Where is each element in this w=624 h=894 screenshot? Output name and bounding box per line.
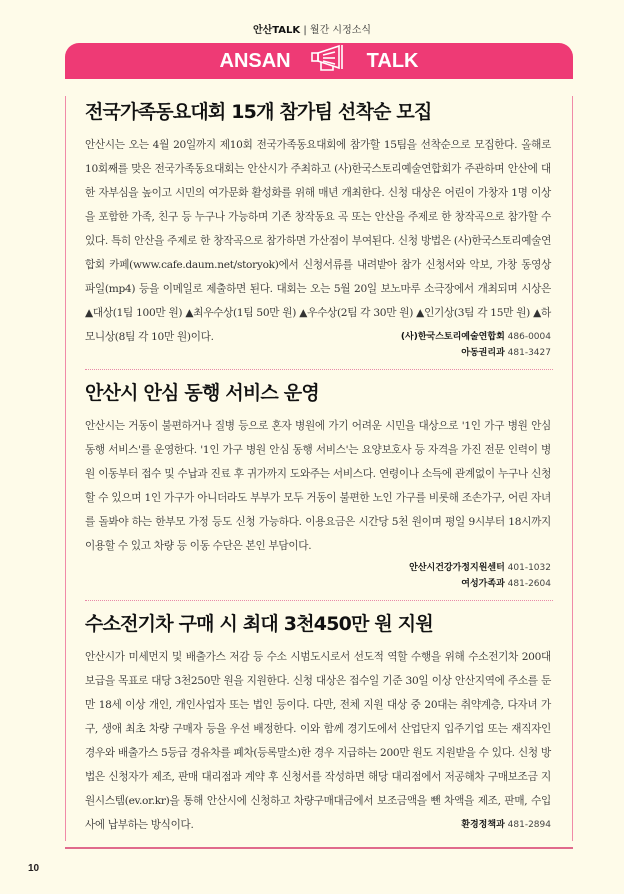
article-contacts [461,817,551,833]
contact-item [85,560,551,576]
panel-border-left [65,96,66,841]
contact-org: 환경정책과 [461,820,505,830]
contact-org: (사)한국스토리예술연합회 [400,332,505,342]
article-body [85,414,551,558]
contact-phone: 481-2894 [507,820,551,830]
article-body [85,645,551,837]
article-contacts [401,329,551,361]
contact-item [401,329,551,345]
page-number: 10 [28,863,40,874]
article-contacts [85,560,551,592]
header-subtitle: 월간 시정소식 [309,25,372,36]
article-title: 안산시 안심 동행 서비스 운영 [85,382,319,404]
contact-item [401,345,551,361]
article-text: 안산시는 거동이 불편하거나 질병 등으로 혼자 병원에 가기 어려운 시민을 대상으로 '1인 가구 병원 안심 동행 서비스'를 운영한다. '1인 가구 병원 안심 동행 서비스'는 요양보호사 등 자격을 가진 전문 인력이 병원 이동부터 접수 및 수납과 진료 후 귀가까지 도와주는 서비스다. 연령이나 소득에 관계없이 누구나 신청할 수 있으며 1인 가구가 아니더라도 부부가 모두 거동이 불편한 노인 가구를 비롯해 조손가구, 어린 자녀를 돌봐야 하는 한부모 가정 등도 신청 가능하다. 이용요금은 시간당 5천 원이며 평일 9시부터 18시까지 이용할 수 있고 차량 등 이동 수단은 본인 부담이다. [85,420,551,552]
contact-org: 아동권리과 [461,348,505,358]
news-panel [65,79,573,849]
header-brand: 안산TALK [252,25,301,36]
section-divider [85,369,553,370]
contact-phone: 486-0004 [507,332,551,342]
article-family-song-contest [85,99,551,361]
megaphone-icon [309,43,349,79]
article-safe-escort-service [85,380,551,592]
banner-left-text: ANSAN [219,49,291,72]
article-text: 안산시가 미세먼지 및 배출가스 저감 등 수소 시범도시로서 선도적 역할 수행을 위해 수소전기차 200대 보급을 목표로 대당 3천250만 원을 지원한다. 신청 대상은 접수일 기준 30일 이상 안산지역에 주소를 둔 만 18세 이상 개인, 개인사업자 또는 법인 등이다. 다만, 전체 지원 대상 중 20대는 취약계층, 다자녀 가구, 생애 최초 차량 구매자 등을 우선 배정한다. 이와 함께 경기도에서 산업단지 입주기업 또는 재직자인 경우와 배출가스 5등급 경유차를 폐차(등록말소)한 경우 지급하는 200만 원도 지원받을 수 있다. 신청 방법은 신청자가 제조, 판매 대리점과 계약 후 신청서를 작성하면 해당 대리점에서 저공해차 구매보조금 지원시스템(ev.or.kr)을 통해 안산시에 신청하고 차량구매대금에서 보조금액을 뺀 차액을 제조, 판매, 수입사에 납부하는 방식이다. [85,651,551,831]
contact-phone: 401-1032 [507,563,551,573]
contact-item [461,817,551,833]
article-text: 안산시는 오는 4월 20일까지 제10회 전국가족동요대회에 참가할 15팀을 선착순으로 모집한다. 올해로 10회째를 맞은 전국가족동요대회는 안산시가 주최하고 (사)한국스토리예술연합회가 주관하며 안산에 대한 자부심을 높이고 시민의 여가문화 활성화를 위해 매년 개최한다. 신청 대상은 어린이 가창자 1명 이상을 포함한 가족, 친구 등 누구나 가능하며 기존 창작동요 곡 또는 안산을 주제로 한 창작곡으로 참가할 수 있다. 특히 안산을 주제로 한 창작곡으로 참가하면 가산점이 부여된다. 신청 방법은 (사)한국스토리예술연합회 카페(www.cafe.daum.net/storyok)에서 신청서류를 내려받아 참가 신청서와 악보, 가창 동영상 파일(mp4) 등을 이메일로 제출하면 된다. 대회는 오는 5월 20일 보노마루 소극장에서 개최되며 시상은 ▲대상(1팀 100만 원) ▲최우수상(1팀 50만 원) ▲우수상(2팀 각 30만 원) ▲인기상(3팀 각 15만 원) ▲하모니상(8팀 각 10만 원)이다. [85,139,551,343]
ansan-talk-banner [65,43,573,79]
article-body [85,133,551,361]
article-title: 전국가족동요대회 15개 참가팀 선착순 모집 [85,101,432,123]
section-divider [85,600,553,601]
contact-phone: 481-2604 [507,579,551,589]
article-title: 수소전기차 구매 시 최대 3천450만 원 지원 [85,613,433,635]
panel-border-right [572,96,573,841]
contact-org: 안산시건강가정지원센터 [409,563,505,573]
running-header [0,0,624,43]
contact-phone: 481-3427 [507,348,551,358]
article-hydrogen-car-subsidy [85,611,551,837]
contact-org: 여성가족과 [461,579,505,589]
contact-item [85,576,551,592]
header-separator: | [303,25,307,36]
banner-right-text: TALK [366,49,419,72]
